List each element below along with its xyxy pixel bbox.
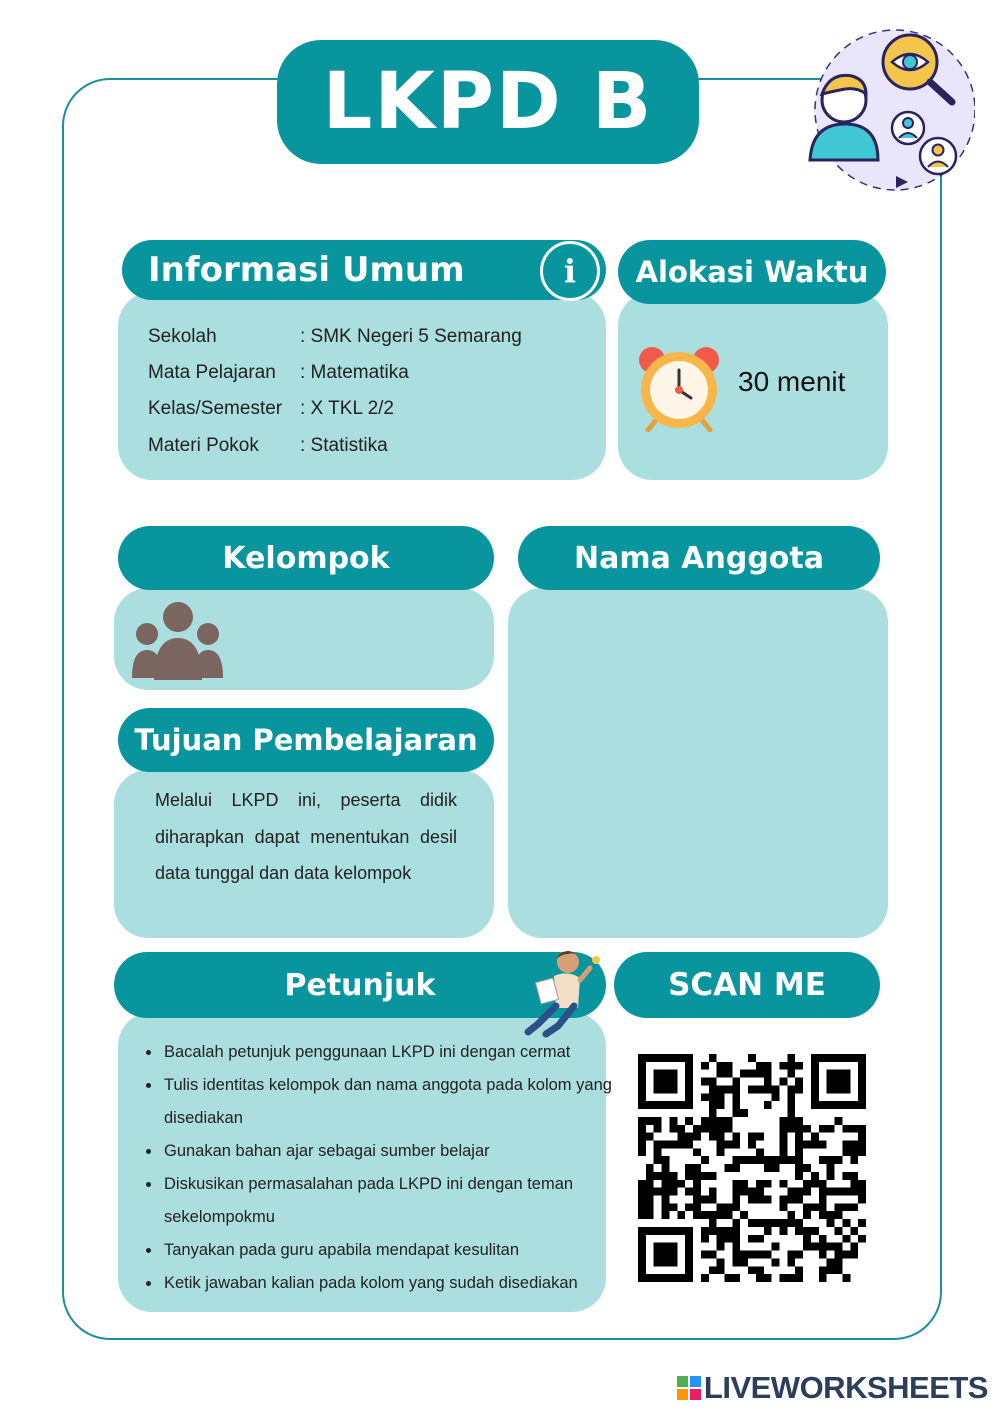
petunjuk-title: Petunjuk bbox=[284, 967, 436, 1003]
alokasi-waktu-title: Alokasi Waktu bbox=[635, 255, 869, 289]
tujuan-title: Tujuan Pembelajaran bbox=[134, 723, 478, 757]
scan-me-title: SCAN ME bbox=[668, 967, 826, 1003]
informasi-umum-header bbox=[122, 240, 606, 300]
info-row-sekolah: Sekolah : SMK Negeri 5 Semarang bbox=[148, 326, 522, 347]
info-icon: i bbox=[540, 241, 600, 301]
liveworksheets-logo-icon bbox=[677, 1376, 701, 1400]
people-search-illustration bbox=[800, 28, 975, 196]
qr-code-icon[interactable] bbox=[638, 1054, 866, 1282]
list-item: • Bacalah petunjuk penggunaan LKPD ini dengan cermat bbox=[162, 1036, 617, 1069]
list-item: • Gunakan bahan ajar sebagai sumber belajar bbox=[162, 1135, 617, 1168]
informasi-umum-title: Informasi Umum bbox=[148, 250, 465, 290]
list-item: • Diskusikan permasalahan pada LKPD ini dengan teman sekelompokmu bbox=[162, 1168, 617, 1234]
info-row-mata-pelajaran: Mata Pelajaran : Matematika bbox=[148, 362, 409, 383]
list-item: • Tulis identitas kelompok dan nama anggota pada kolom yang disediakan bbox=[162, 1069, 617, 1135]
list-item: • Ketik jawaban kalian pada kolom yang sudah disediakan bbox=[162, 1267, 617, 1300]
student-reading-illustration bbox=[518, 946, 604, 1040]
kelompok-header bbox=[118, 526, 494, 590]
tujuan-text: Melalui LKPD ini, peserta didik diharapkan dapat menentukan desil data tunggal dan data kelompok bbox=[155, 790, 457, 883]
group-people-icon bbox=[132, 600, 224, 680]
page-title: LKPD B bbox=[277, 40, 699, 164]
nama-anggota-input-box[interactable] bbox=[508, 588, 888, 938]
info-row-materi-pokok: Materi Pokok : Statistika bbox=[148, 435, 388, 456]
scan-me-header bbox=[614, 952, 880, 1018]
kelompok-title: Kelompok bbox=[222, 540, 390, 576]
list-item: • Tanyakan pada guru apabila mendapat kesulitan bbox=[162, 1234, 617, 1267]
nama-anggota-title: Nama Anggota bbox=[573, 540, 825, 576]
liveworksheets-logo: LIVEWORKSHEETS bbox=[677, 1370, 988, 1406]
alarm-clock-icon bbox=[636, 344, 722, 432]
alokasi-waktu-header bbox=[618, 240, 886, 304]
alokasi-waktu-value: 30 menit bbox=[738, 366, 846, 397]
nama-anggota-header bbox=[518, 526, 880, 590]
info-row-kelas-semester: Kelas/Semester : X TKL 2/2 bbox=[148, 398, 394, 419]
tujuan-header bbox=[118, 708, 494, 772]
petunjuk-list bbox=[140, 1036, 617, 1300]
